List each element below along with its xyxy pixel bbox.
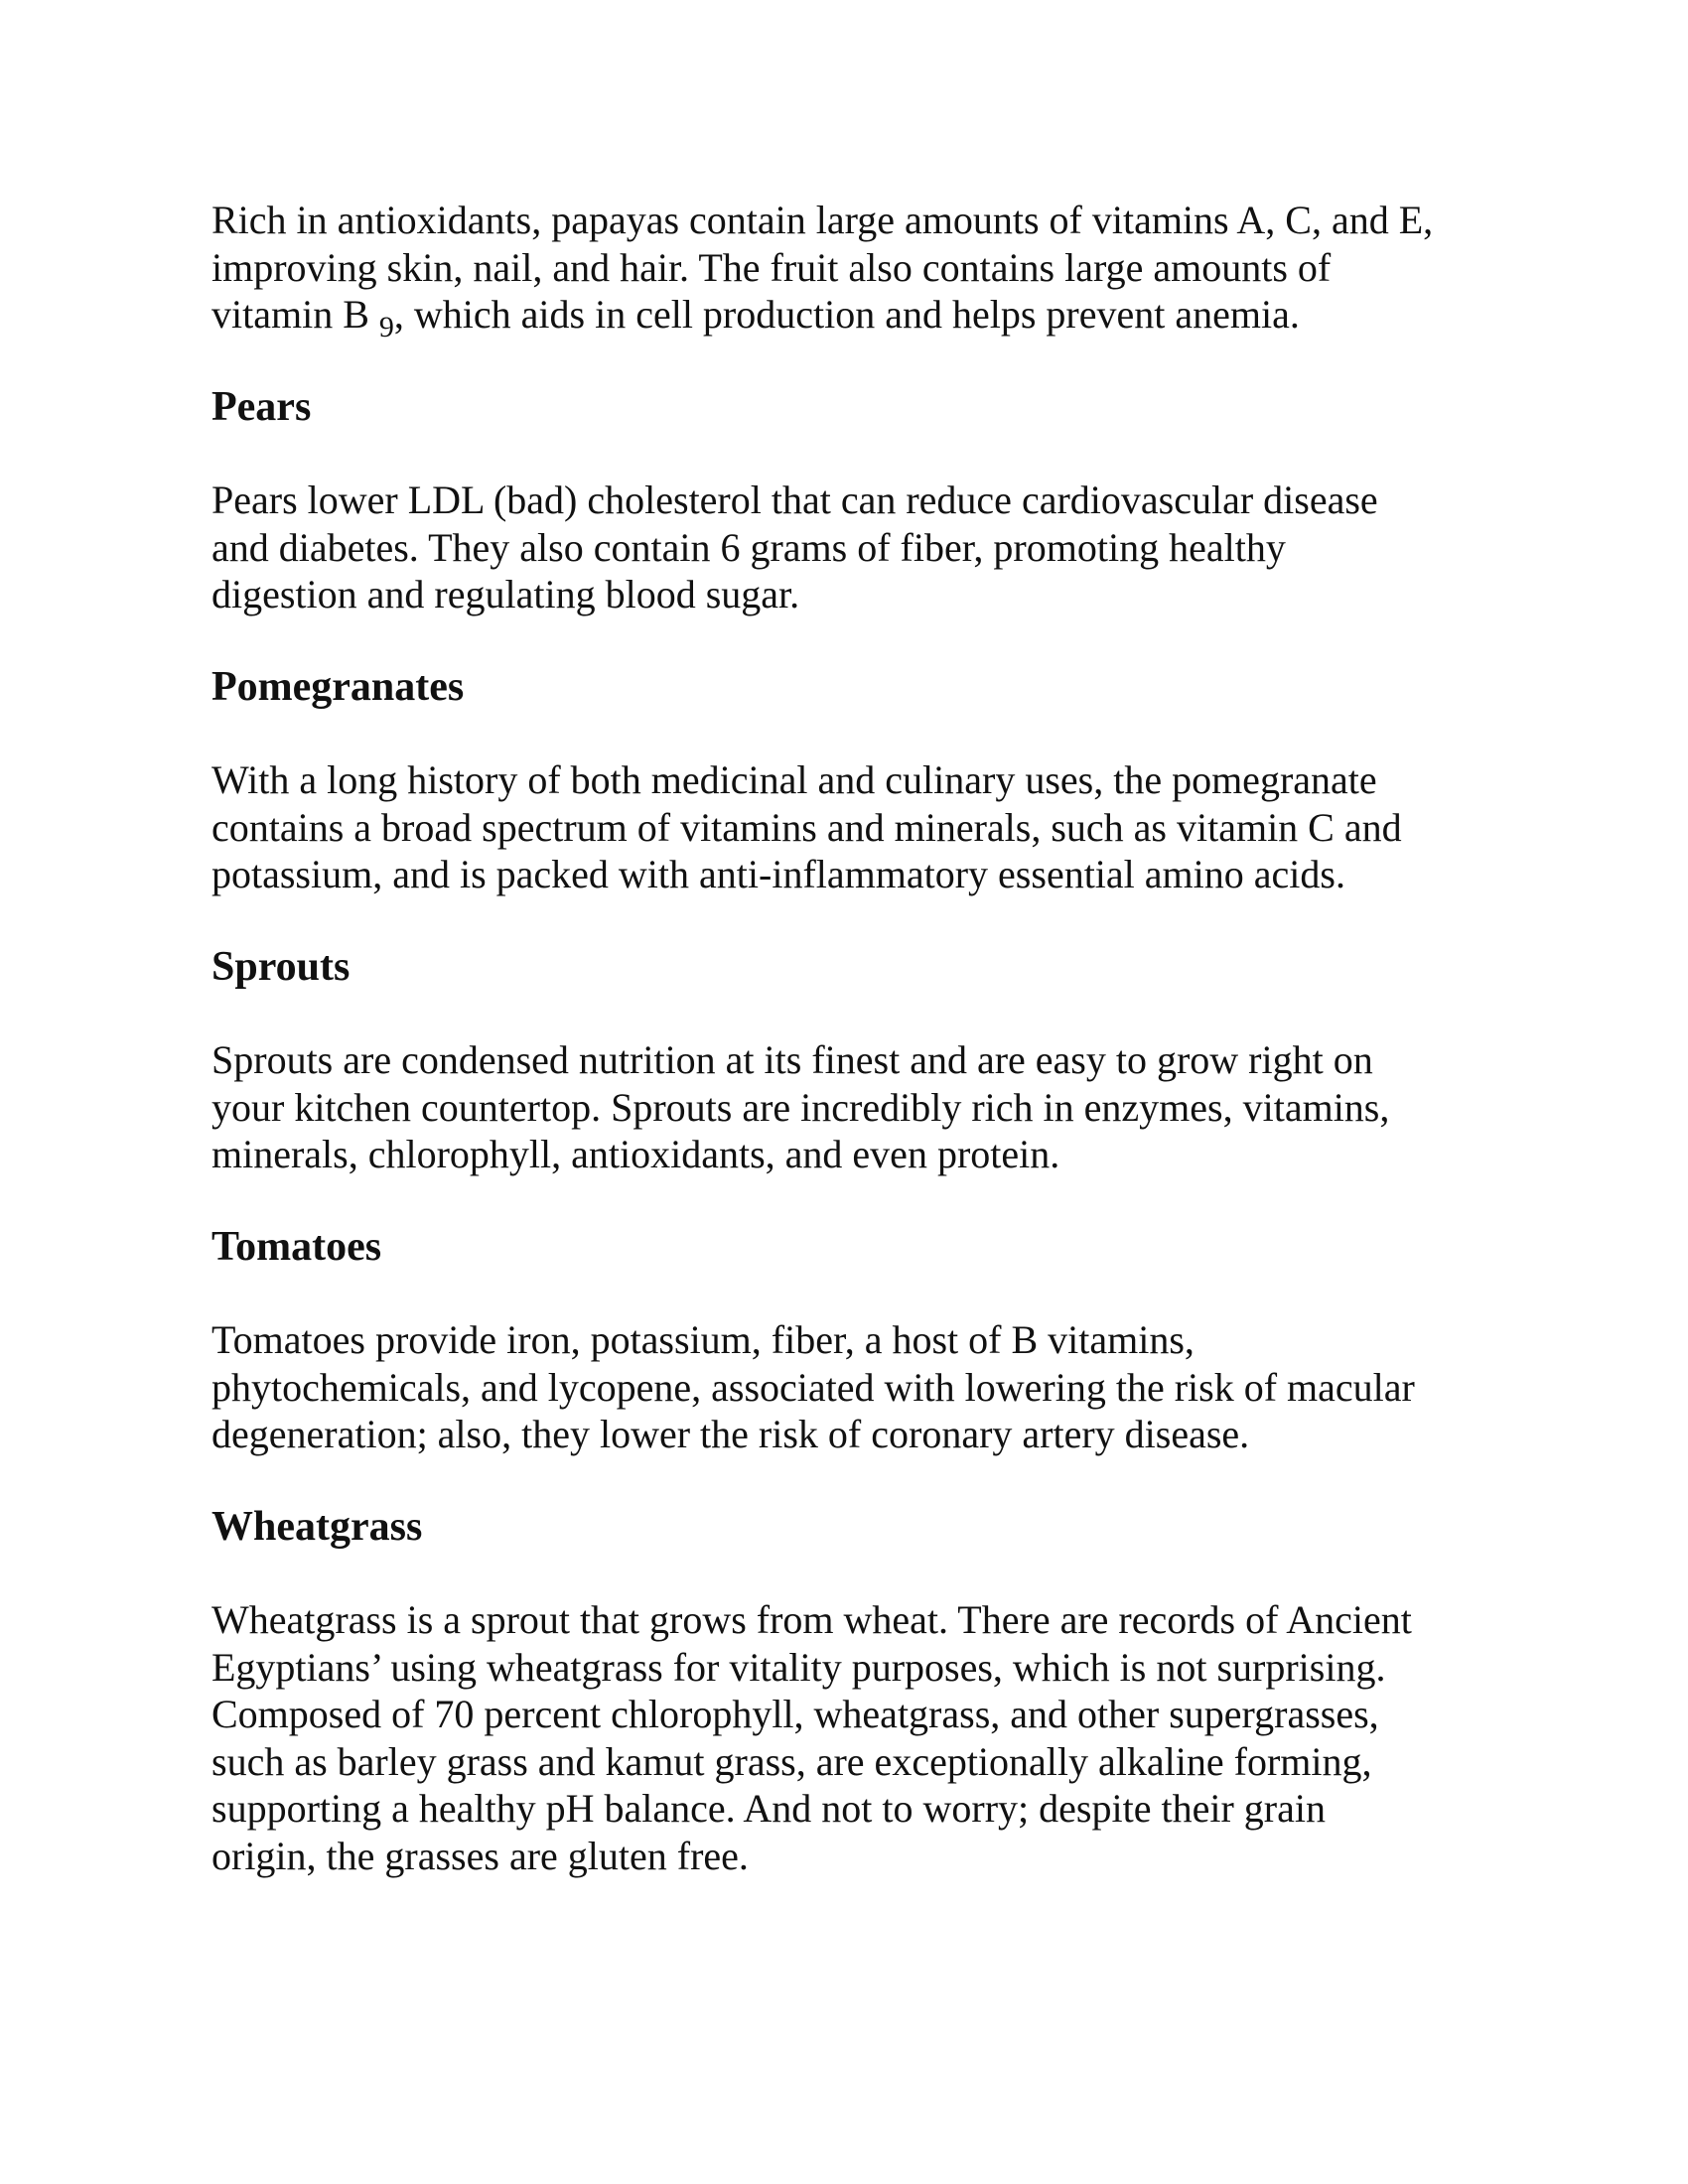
text-line: Wheatgrass is a sprout that grows from wheat. There are records of Ancient (211, 1597, 1412, 1642)
paragraph-wheatgrass (211, 1596, 1502, 1879)
text-fragment: vitamin B (211, 292, 379, 337)
section-heading-tomatoes: Tomatoes (211, 1223, 382, 1270)
section-heading-wheatgrass: Wheatgrass (211, 1503, 423, 1550)
text-line: minerals, chlorophyll, antioxidants, and even protein. (211, 1132, 1060, 1176)
text-line: Pears lower LDL (bad) cholesterol that can reduce cardiovascular disease (211, 478, 1378, 522)
section-heading-sprouts: Sprouts (211, 943, 351, 990)
text-line: With a long history of both medicinal and culinary uses, the pomegranate (211, 757, 1377, 802)
text-line: Rich in antioxidants, papayas contain large amounts of vitamins A, C, and E, (211, 198, 1434, 242)
section-heading-pears: Pears (211, 383, 312, 430)
text-line: phytochemicals, and lycopene, associated with lowering the risk of macular (211, 1364, 1415, 1410)
text-line: potassium, and is packed with anti-inflammatory essential amino acids. (211, 852, 1345, 896)
text-line: such as barley grass and kamut grass, are exceptionally alkaline forming, (211, 1738, 1372, 1784)
text-line: Egyptians’ using wheatgrass for vitality purposes, which is not surprising. (211, 1644, 1386, 1690)
text-line: Tomatoes provide iron, potassium, fiber, a host of B vitamins, (211, 1317, 1195, 1362)
text-line: your kitchen countertop. Sprouts are incredibly rich in enzymes, vitamins, (211, 1084, 1390, 1130)
paragraph-sprouts (211, 1036, 1502, 1178)
text-line: supporting a healthy pH balance. And not to worry; despite their grain (211, 1786, 1326, 1831)
section-heading-pomegranates: Pomegranates (211, 663, 465, 710)
text-line: digestion and regulating blood sugar. (211, 572, 800, 616)
text-line: and diabetes. They also contain 6 grams of fiber, promoting healthy (211, 524, 1286, 570)
text-line: contains a broad spectrum of vitamins and minerals, such as vitamin C and (211, 804, 1402, 850)
paragraph-pomegranates (211, 756, 1502, 898)
text-line: degeneration; also, they lower the risk of coronary artery disease. (211, 1412, 1250, 1456)
subscript: 9 (378, 311, 394, 343)
text-line (211, 291, 1502, 343)
text-fragment: , which aids in cell production and helps prevent anemia. (393, 292, 1300, 337)
text-line: origin, the grasses are gluten free. (211, 1833, 749, 1878)
text-line: improving skin, nail, and hair. The fruit also contains large amounts of (211, 244, 1332, 290)
paragraph-tomatoes (211, 1316, 1502, 1458)
text-line: Composed of 70 percent chlorophyll, wheatgrass, and other supergrasses, (211, 1692, 1379, 1736)
intro-paragraph (211, 197, 1502, 343)
document-page (211, 197, 1502, 1879)
paragraph-pears (211, 477, 1502, 618)
text-line: Sprouts are condensed nutrition at its finest and are easy to grow right on (211, 1037, 1373, 1082)
